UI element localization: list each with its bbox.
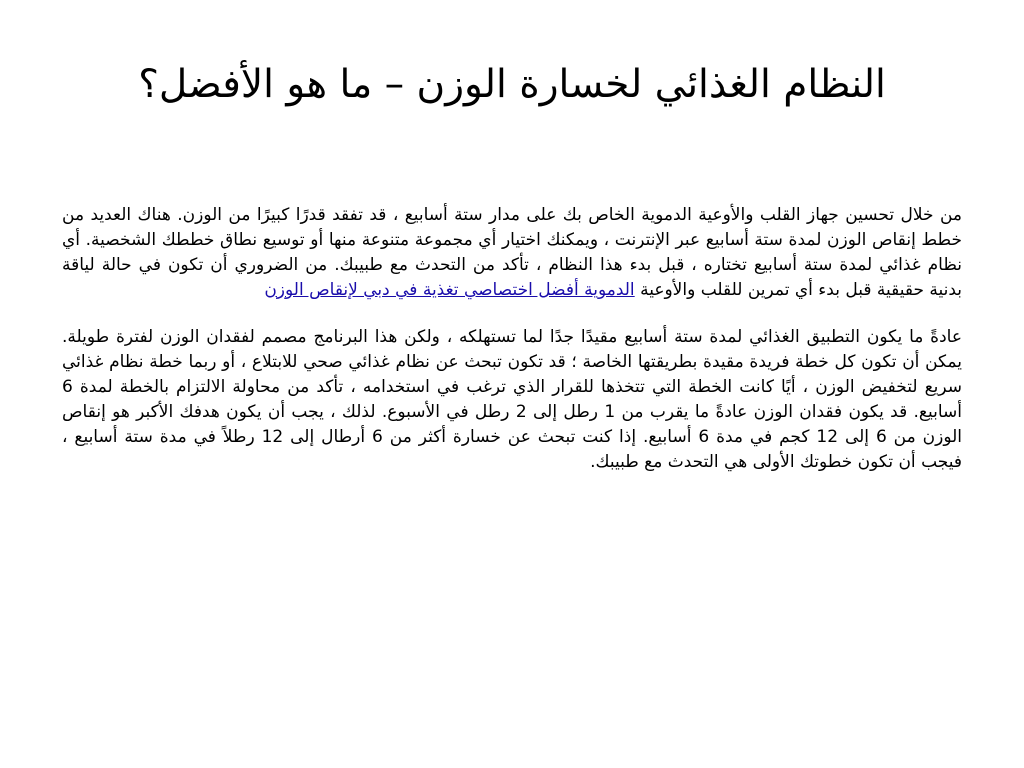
- body-paragraph-1: [62, 203, 962, 303]
- slide-body: [62, 203, 962, 475]
- body-paragraph-2: عادةً ما يكون التطبيق الغذائي لمدة ستة أسابيع مقيدًا جدًا لما تستهلكه ، ولكن هذا البرنامج مصمم لفقدان الوزن لفترة طويلة. يمكن أن تكون كل خطة فريدة مقيدة بطريقتها الخاصة ؛ قد تكون تبحث عن نظام غذائي صحي للابتلاع ، أو ربما خطة نظام غذائي سريع لتخفيض الوزن ، أيًا كانت الخطة التي تتخذها للقرار الذي ترغب في استخدامه ، تأكد من محاولة الالتزام بالخطة لمدة 6 أسابيع. قد يكون فقدان الوزن عادةً ما يقرب من 1 رطل إلى 2 رطل في الأسبوع. لذلك ، يجب أن يكون هدفك الأكبر هو إنقاص الوزن من 6 إلى 12 كجم في مدة 6 أسابيع. إذا كنت تبحث عن خسارة أكثر من 6 أرطال إلى 12 رطلاً في مدة ستة أسابيع ، فيجب أن تكون خطوتك الأولى هي التحدث مع طبيبك.: [62, 327, 963, 472]
- paragraph-1-text: من خلال تحسين جهاز القلب والأوعية الدموية الخاص بك على مدار ستة أسابيع ، قد تفقد قدرًا كبيرًا من الوزن. هناك العديد من خطط إنقاص الوزن لمدة ستة أسابيع عبر الإنترنت ، ويمكنك اختيار أي مجموعة متنوعة منها أو توسيع نطاق خططك الشخصية. أي نظام غذائي لمدة ستة أسابيع تختاره ، قبل بدء هذا النظام ، تأكد من التحدث مع طبيبك. من الضروري أن تكون في حالة لياقة بدنية حقيقية قبل بدء أي تمرين للقلب والأوعية: [62, 205, 962, 300]
- nutritionist-link[interactable]: الدموية أفضل اختصاصي تغذية في دبي لإنقاص الوزن: [264, 280, 635, 300]
- slide-title: النظام الغذائي لخسارة الوزن – ما هو الأفضل؟: [138, 62, 886, 107]
